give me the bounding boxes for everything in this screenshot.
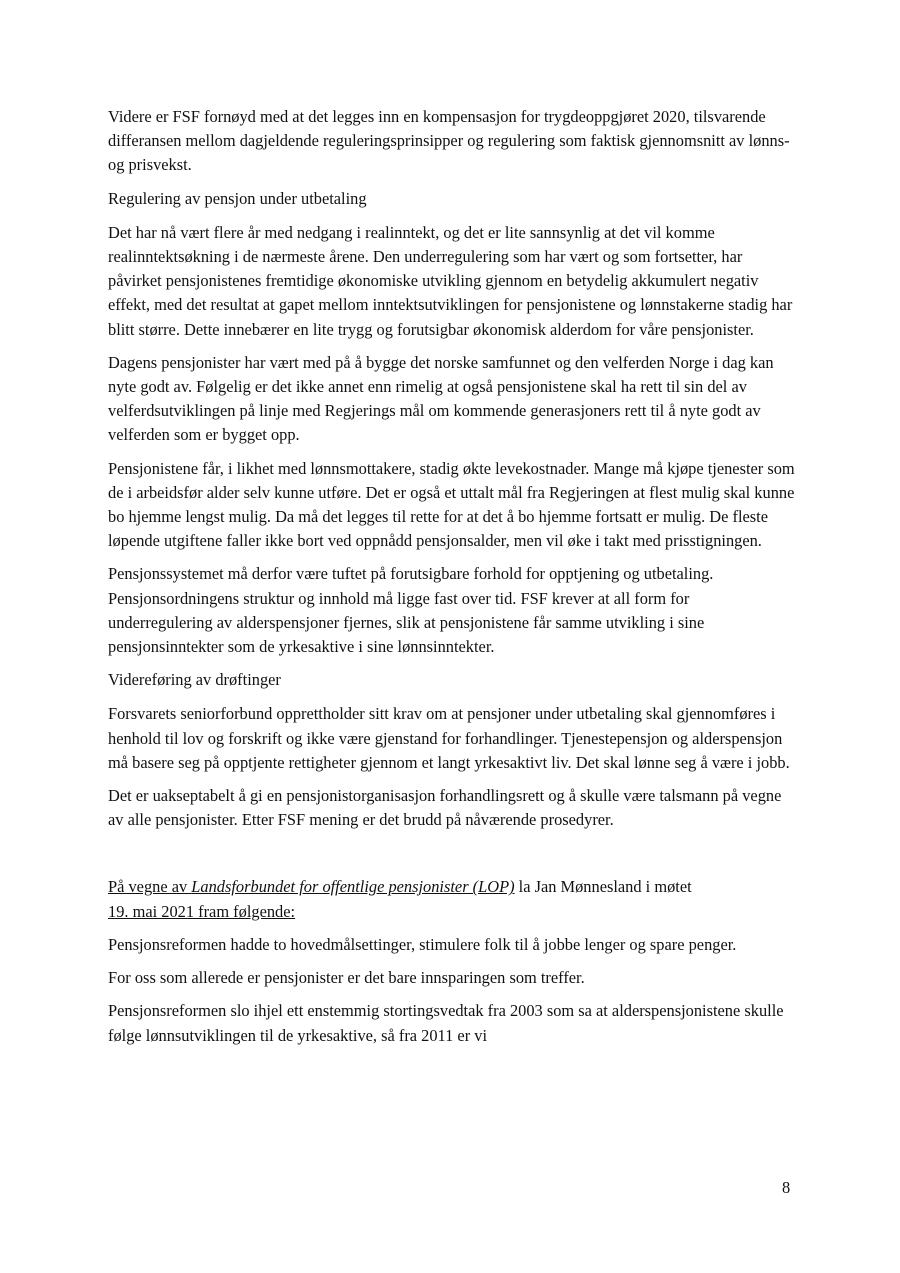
paragraph-senior-union-demand: Forsvarets seniorforbund opprettholder sitt krav om at pensjoner under utbetaling skal gjennomføres i henhold til lov og forskrift og ikke være gjenstand for forhandlinger. Tjenestepensjon og alderspensjon må basere seg på opptjente rettigheter gjennom et langt yrkesaktivt liv. Det skal lønne seg å være i jobb. [108, 704, 790, 772]
paragraph-savings: For oss som allerede er pensjonister er det bare innsparingen som treffer. [108, 968, 585, 988]
lop-intro-date: 19. mai 2021 fram følgende: [108, 901, 296, 921]
heading-regulation: Regulering av pensjon under utbetaling [108, 188, 367, 208]
paragraph-pension-system: Pensjonssystemet må derfor være tuftet på forutsigbare forhold for opptjening og utbetaling. Pensjonsordningens struktur og innhold må ligge fast over tid. FSF krever at all form for underregulering av alderspensjoner fjernes, slik at pensjonistene får samme utvikling i sine pensjonsinntekter som de yrkesaktive i sine lønnsinntekter. [108, 564, 714, 657]
paragraph-welfare: Dagens pensjonister har vært med på å bygge det norske samfunnet og den velferden Norge i dag kan nyte godt av. Følgelig er det ikke annet enn rimelig at også pensjonistene skal ha rett til sin del av velferdsutviklingen på linje med Regjerings mål om kommende generasjoners rett til å nyte godt av velferden som er bygget opp. [108, 352, 774, 445]
paragraph-living-costs: Pensjonistene får, i likhet med lønnsmottakere, stadig økte levekostnader. Mange må kjøpe tjenester som de i arbeidsfør alder selv kunne utføre. Det er også et uttalt mål fra Regjeringen at flest mulig skal kunne bo hjemme lengst mulig. Da må det legges til rette for at det å bo hjemme fortsatt er mulig. De fleste løpende utgiftene faller ikke bort ved oppnådd pensjonsalder, men vil øke i takt med prisstigningen. [108, 458, 795, 551]
lop-intro-middle: la Jan Mønnesland i møtet [514, 877, 692, 897]
paragraph-compensation: Videre er FSF fornøyd med at det legges inn en kompensasjon for trygdeoppgjøret 2020, tilsvarende differansen mellom dagjeldende reguleringsprinsipper og regulering som faktisk gjennomsnitt av lønns- og prisvekst. [108, 107, 790, 175]
page-number: 8 [782, 1178, 791, 1197]
lop-organization-name: Landsforbundet for offentlige pensjonister (LOP) [191, 877, 515, 897]
document-page [108, 105, 798, 1057]
heading-continuation: Videreføring av drøftinger [108, 670, 281, 690]
paragraph-real-income: Det har nå vært flere år med nedgang i realinntekt, og det er lite sannsynlig at det vil komme realinntektsøkning i de nærmeste årene. Den underregulering som har vært og som fortsetter, har påvirket pensjonistenes fremtidige økonomiske utvikling gjennom en betydelig akkumulert negativ effekt, med det resultat at gapet mellom inntektsutviklingen for pensjonistene og lønnstakerne stadig har blitt større. Dette innebærer en lite trygg og forutsigbar økonomisk alderdom for våre pensjonister. [108, 222, 793, 339]
section-spacer [108, 841, 798, 875]
paragraph-reform-goals: Pensjonsreformen hadde to hovedmålsettinger, stimulere folk til å jobbe lenger og spare penger. [108, 934, 737, 954]
paragraph-parliament-decision: Pensjonsreformen slo ihjel ett enstemmig stortingsvedtak fra 2003 som sa at alderspensjonistene skulle følge lønnsutviklingen til de yrkesaktive, så fra 2011 er vi [108, 1001, 784, 1045]
paragraph-negotiation-right: Det er uakseptabelt å gi en pensjonistorganisasjon forhandlingsrett og å skulle være talsmann på vegne av alle pensjonister. Etter FSF mening er det brudd på nåværende prosedyrer. [108, 786, 782, 830]
lop-intro [108, 875, 798, 923]
lop-intro-prefix: På vegne av [108, 877, 192, 897]
